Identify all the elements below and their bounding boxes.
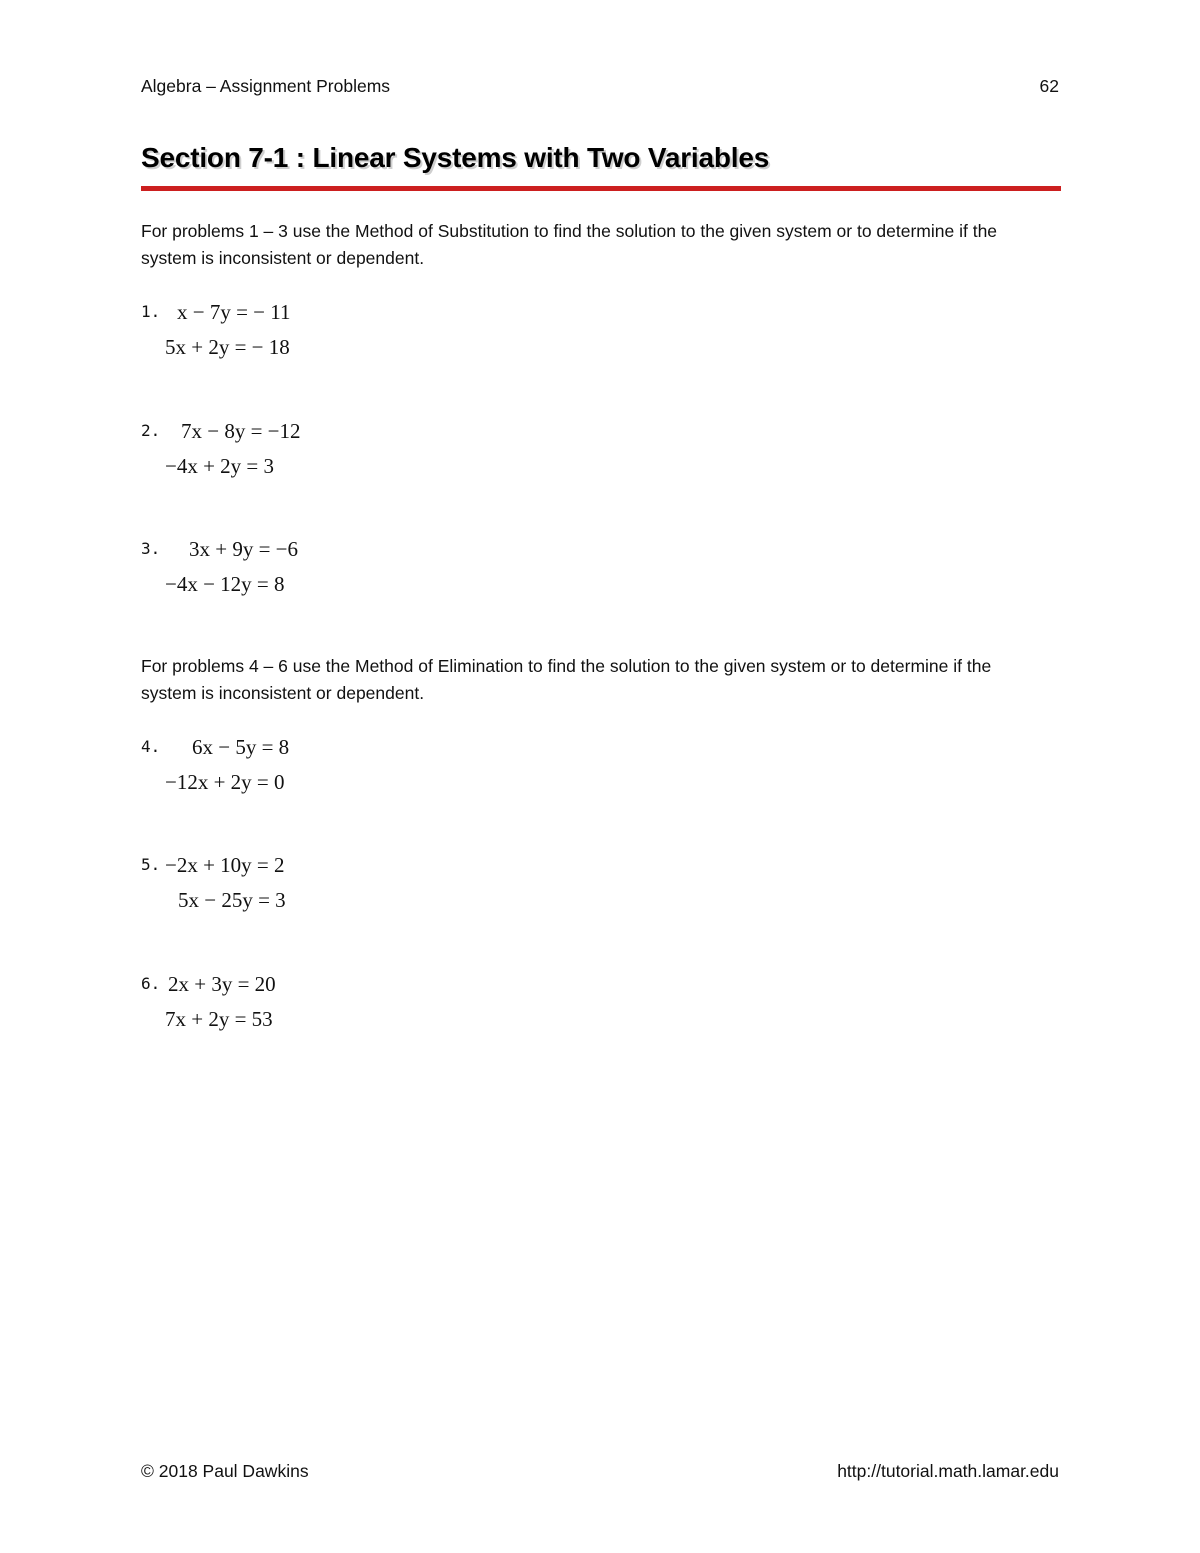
title-rule	[141, 186, 1061, 191]
page-number: 62	[1039, 75, 1059, 96]
copyright-notice: © 2018 Paul Dawkins	[141, 1460, 309, 1481]
problem-number: 2.	[141, 421, 161, 440]
equation-2: 5x − 25y = 3	[178, 888, 286, 912]
equation-2: 7x + 2y = 53	[165, 1007, 273, 1031]
page-header	[141, 74, 1059, 98]
page-footer	[141, 1459, 1059, 1483]
footer-url: http://tutorial.math.lamar.edu	[837, 1460, 1059, 1481]
equation-1: 3x + 9y = −6	[189, 537, 299, 561]
equation-2: 5x + 2y = − 18	[165, 335, 290, 359]
equation-1: x − 7y = − 11	[177, 300, 291, 324]
problem-number: 6.	[141, 974, 161, 993]
equation-1: 6x − 5y = 8	[192, 735, 290, 759]
equation-1: 7x − 8y = −12	[181, 419, 301, 443]
problem-number: 1.	[141, 302, 161, 321]
elimination-instructions: For problems 4 – 6 use the Method of Elimination to find the solution to the given system or to determine if the system is inconsistent or dependent.	[141, 656, 992, 703]
substitution-instructions: For problems 1 – 3 use the Method of Substitution to find the solution to the given system or to determine if the system is inconsistent or dependent.	[141, 221, 998, 268]
equation-2: −12x + 2y = 0	[165, 770, 285, 794]
equation-1: −2x + 10y = 2	[165, 853, 285, 877]
running-title: Algebra – Assignment Problems	[141, 75, 391, 96]
equation-2: −4x − 12y = 8	[165, 572, 285, 596]
equation-1: 2x + 3y = 20	[168, 972, 276, 996]
equation-2: −4x + 2y = 3	[165, 454, 275, 478]
problem-number: 5.	[141, 855, 161, 874]
problem-number: 3.	[141, 539, 161, 558]
problem-number: 4.	[141, 737, 161, 756]
section-title: Section 7-1 : Linear Systems with Two Variables	[141, 142, 770, 173]
